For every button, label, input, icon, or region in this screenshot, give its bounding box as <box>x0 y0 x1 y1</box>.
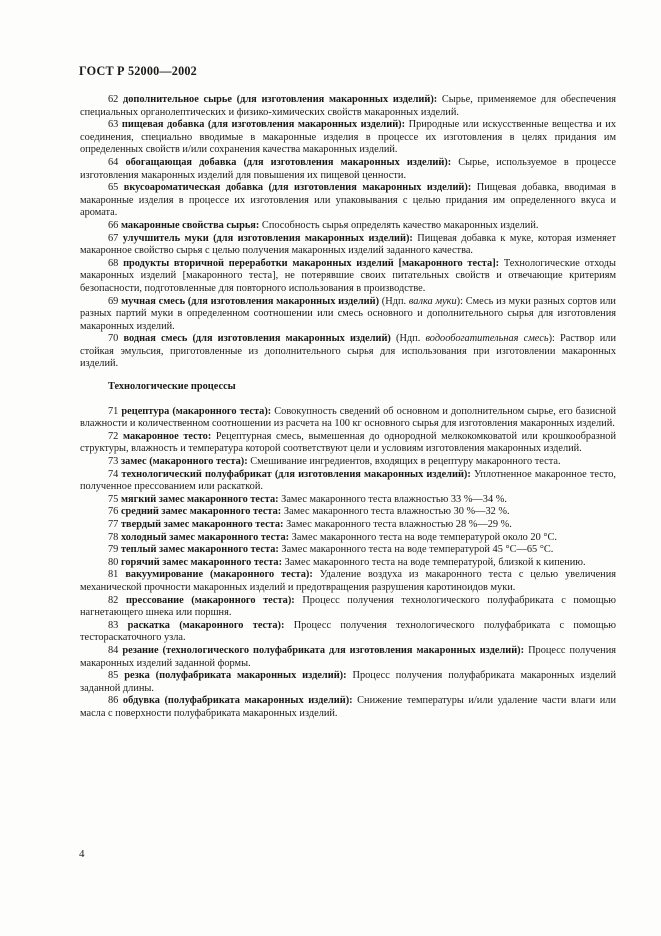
term-name: обогащающая добавка (для изготовления макаронных изделий): <box>125 156 452 168</box>
term-definition: Сырье, используемое в процессе изготовления макаронных изделий для повышения их пищевой ценности. <box>80 156 616 181</box>
term-entry-80 <box>80 557 616 570</box>
term-number: 78 <box>108 531 119 543</box>
term-entry-71 <box>80 406 616 431</box>
term-name: водная смесь (для изготовления макаронных изделий) <box>123 333 391 345</box>
term-number: 82 <box>108 594 119 606</box>
term-definition: Процесс получения полуфабриката макаронных изделий заданной длины. <box>80 670 616 694</box>
term-entry-84 <box>80 645 616 670</box>
term-number: 69 <box>108 295 119 307</box>
term-entry-81 <box>80 569 616 594</box>
term-definition-cont: ): Смесь из муки разных сортов или разных партий муки в определенном соотношении или смесь основного и дополнительного сырья для изготовления макаронных изделий. <box>80 295 616 332</box>
term-definition: Удаление воздуха из макаронного теста с целью увеличения механической прочности макаронных изделий и предотвращения разрушения каротиноидов муки. <box>80 569 616 593</box>
term-number: 75 <box>108 493 119 505</box>
term-entry-66 <box>80 220 616 233</box>
term-entry-69 <box>80 296 616 334</box>
term-name: прессование (макаронного теста): <box>125 594 295 606</box>
term-definition: Замес макаронного теста на воде температурой около 20 °С. <box>289 531 557 543</box>
term-entry-74 <box>80 469 616 494</box>
term-entry-65 <box>80 182 616 220</box>
term-number: 62 <box>108 94 119 105</box>
term-definition: Замес макаронного теста влажностью 33 %—34 %. <box>278 493 507 505</box>
term-entry-82 <box>80 595 616 620</box>
term-number: 73 <box>108 456 119 468</box>
term-definition: Замес макаронного теста на воде температурой 45 °С—65 °С. <box>278 544 554 556</box>
term-number: 74 <box>108 468 119 480</box>
term-number: 68 <box>108 257 119 269</box>
term-name: вкусоароматическая добавка (для изготовления макаронных изделий): <box>123 182 472 194</box>
term-definition: Рецептурная смесь, вымешенная до однородной мелкокомковатой или крошкообразной структуры, влажность и температура которой соответствуют цели и условиям изготовления макаронных изделий. <box>80 430 616 455</box>
term-name: обдувка (полуфабриката макаронных изделий): <box>122 695 353 707</box>
term-definition: Процесс получения технологического полуфабриката с помощью тестораскаточного узла. <box>80 619 616 644</box>
term-number: 64 <box>108 156 119 168</box>
term-definition-cont: ): Раствор или стойкая эмульсия, приготовленные из дополнительного сырья для использования при изготовлении макаронных изделий. <box>80 333 616 370</box>
term-definition: Замес макаронного теста влажностью 28 %—29 %. <box>283 519 512 530</box>
term-name: теплый замес макаронного теста: <box>120 544 279 556</box>
term-name: средний замес макаронного теста: <box>120 506 282 518</box>
term-definition: Уплотненное макаронное тесто, полученное прессованием или раскаткой. <box>80 468 616 493</box>
term-name: раскатка (макаронного теста): <box>127 619 285 631</box>
term-name: макаронное тесто: <box>122 430 212 442</box>
term-entry-72 <box>80 431 616 456</box>
term-number: 71 <box>108 405 119 417</box>
term-number: 77 <box>108 519 119 530</box>
term-number: 84 <box>108 644 119 656</box>
term-name: мучная смесь (для изготовления макаронных изделий) <box>121 295 380 307</box>
term-entry-75 <box>80 494 616 507</box>
term-entry-68 <box>80 258 616 296</box>
term-definition: Совокупность сведений об основном и дополнительном сырье, его базисной влажности и количественном соотношении из расчета на 100 кг основного сырья для изготовления макаронных изделий. <box>80 405 616 430</box>
term-definition: (Ндп. <box>379 295 409 307</box>
term-number: 79 <box>108 544 119 556</box>
term-definition: Смешивание ингредиентов, входящих в рецептуру макаронного теста. <box>247 456 561 468</box>
term-number: 80 <box>108 556 119 568</box>
term-entry-83 <box>80 620 616 645</box>
term-definition: Сырье, применяемое для обеспечения специальных органолептических и физико-химических свойств макаронных изделий. <box>80 94 616 118</box>
term-entry-64 <box>80 157 616 182</box>
term-name: пищевая добавка (для изготовления макаронных изделий): <box>121 119 406 131</box>
term-definition: Замес макаронного теста на воде температурой, близкой к кипению. <box>282 556 586 568</box>
term-name: мягкий замес макаронного теста: <box>120 493 279 505</box>
term-definition: Способность сырья определять качество макаронных изделий. <box>259 219 539 231</box>
term-number: 67 <box>108 232 119 244</box>
term-name: вакуумирование (макаронного теста): <box>125 569 313 581</box>
term-number: 85 <box>108 670 119 682</box>
term-entry-73 <box>80 456 616 469</box>
term-entry-86 <box>80 695 616 720</box>
term-name: твердый замес макаронного теста: <box>120 519 284 530</box>
term-name: резка (полуфабриката макаронных изделий): <box>124 670 347 682</box>
term-entry-85 <box>80 670 616 695</box>
term-name: резание (технологического полуфабриката для изготовления макаронных изделий): <box>122 644 525 656</box>
term-name: продукты вторичной переработки макаронных изделий [макаронного теста]: <box>123 257 500 269</box>
term-number: 66 <box>108 219 119 231</box>
term-name: рецептура (макаронного теста): <box>121 405 272 417</box>
term-name: холодный замес макаронного теста: <box>120 531 290 543</box>
term-number: 86 <box>108 695 119 707</box>
term-entry-76 <box>80 506 616 519</box>
term-entry-77 <box>80 519 616 532</box>
term-definition: (Ндп. <box>390 333 426 345</box>
page-body <box>80 94 616 721</box>
term-number: 65 <box>108 182 119 194</box>
section-title: Технологические процессы <box>108 381 236 393</box>
term-entry-78 <box>80 532 616 545</box>
terms-list-additives <box>80 94 616 371</box>
term-number: 63 <box>108 119 119 131</box>
term-name: горячий замес макаронного теста: <box>120 556 283 568</box>
deprecated-term: валка муки <box>408 295 457 307</box>
term-entry-67 <box>80 233 616 258</box>
term-name: замес (макаронного теста): <box>120 456 248 468</box>
term-definition: Технологические отходы макаронных изделий [макаронного теста], не потерявшие своих питательных свойств и отвечающие критериям безопасности, подготовленные для повторного использования в производстве. <box>80 257 617 294</box>
term-definition: Пищевая добавка, вводимая в макаронные изделия в процессе их изготовления или упаковывания с целью придания им определенного вкуса и аромата. <box>80 182 616 219</box>
term-definition: Снижение температуры и/или удаление части влаги или масла с поверхности полуфабриката макаронных изделий. <box>80 695 617 719</box>
page-number: 4 <box>79 848 85 860</box>
document-header: ГОСТ Р 52000—2002 <box>79 64 197 78</box>
term-definition: Природные или искусственные вещества и их соединения, специально вводимые в макаронные изделия в процессе их изготовления в целях придания им определенных свойств и/или сохранения качества макаронных изделий. <box>80 119 616 156</box>
term-name: технологический полуфабрикат (для изготовления макаронных изделий): <box>121 468 471 480</box>
term-definition: Процесс получения макаронных изделий заданной формы. <box>80 644 616 669</box>
term-definition: Процесс получения технологического полуфабриката с помощью нагнетающего шнека или поршня. <box>80 594 616 619</box>
deprecated-term: водообогатительная смесь <box>425 333 549 345</box>
terms-list-processes <box>80 406 616 721</box>
term-definition: Пищевая добавка к муке, которая изменяет макаронное свойство сырья с целью получения макаронных изделий заданного качества. <box>80 232 616 257</box>
term-entry-62 <box>80 94 616 119</box>
term-number: 76 <box>108 506 119 518</box>
term-entry-79 <box>80 544 616 557</box>
term-definition: Замес макаронного теста влажностью 30 %—32 %. <box>281 506 510 518</box>
term-name: улучшитель муки (для изготовления макаронных изделий): <box>122 232 413 244</box>
term-name: дополнительное сырье (для изготовления макаронных изделий): <box>123 94 438 105</box>
term-name: макаронные свойства сырья: <box>120 219 260 231</box>
term-number: 81 <box>108 569 119 581</box>
term-number: 72 <box>108 430 119 442</box>
term-number: 70 <box>108 333 119 345</box>
term-number: 83 <box>108 619 119 631</box>
term-entry-63 <box>80 119 616 157</box>
term-entry-70 <box>80 333 616 371</box>
